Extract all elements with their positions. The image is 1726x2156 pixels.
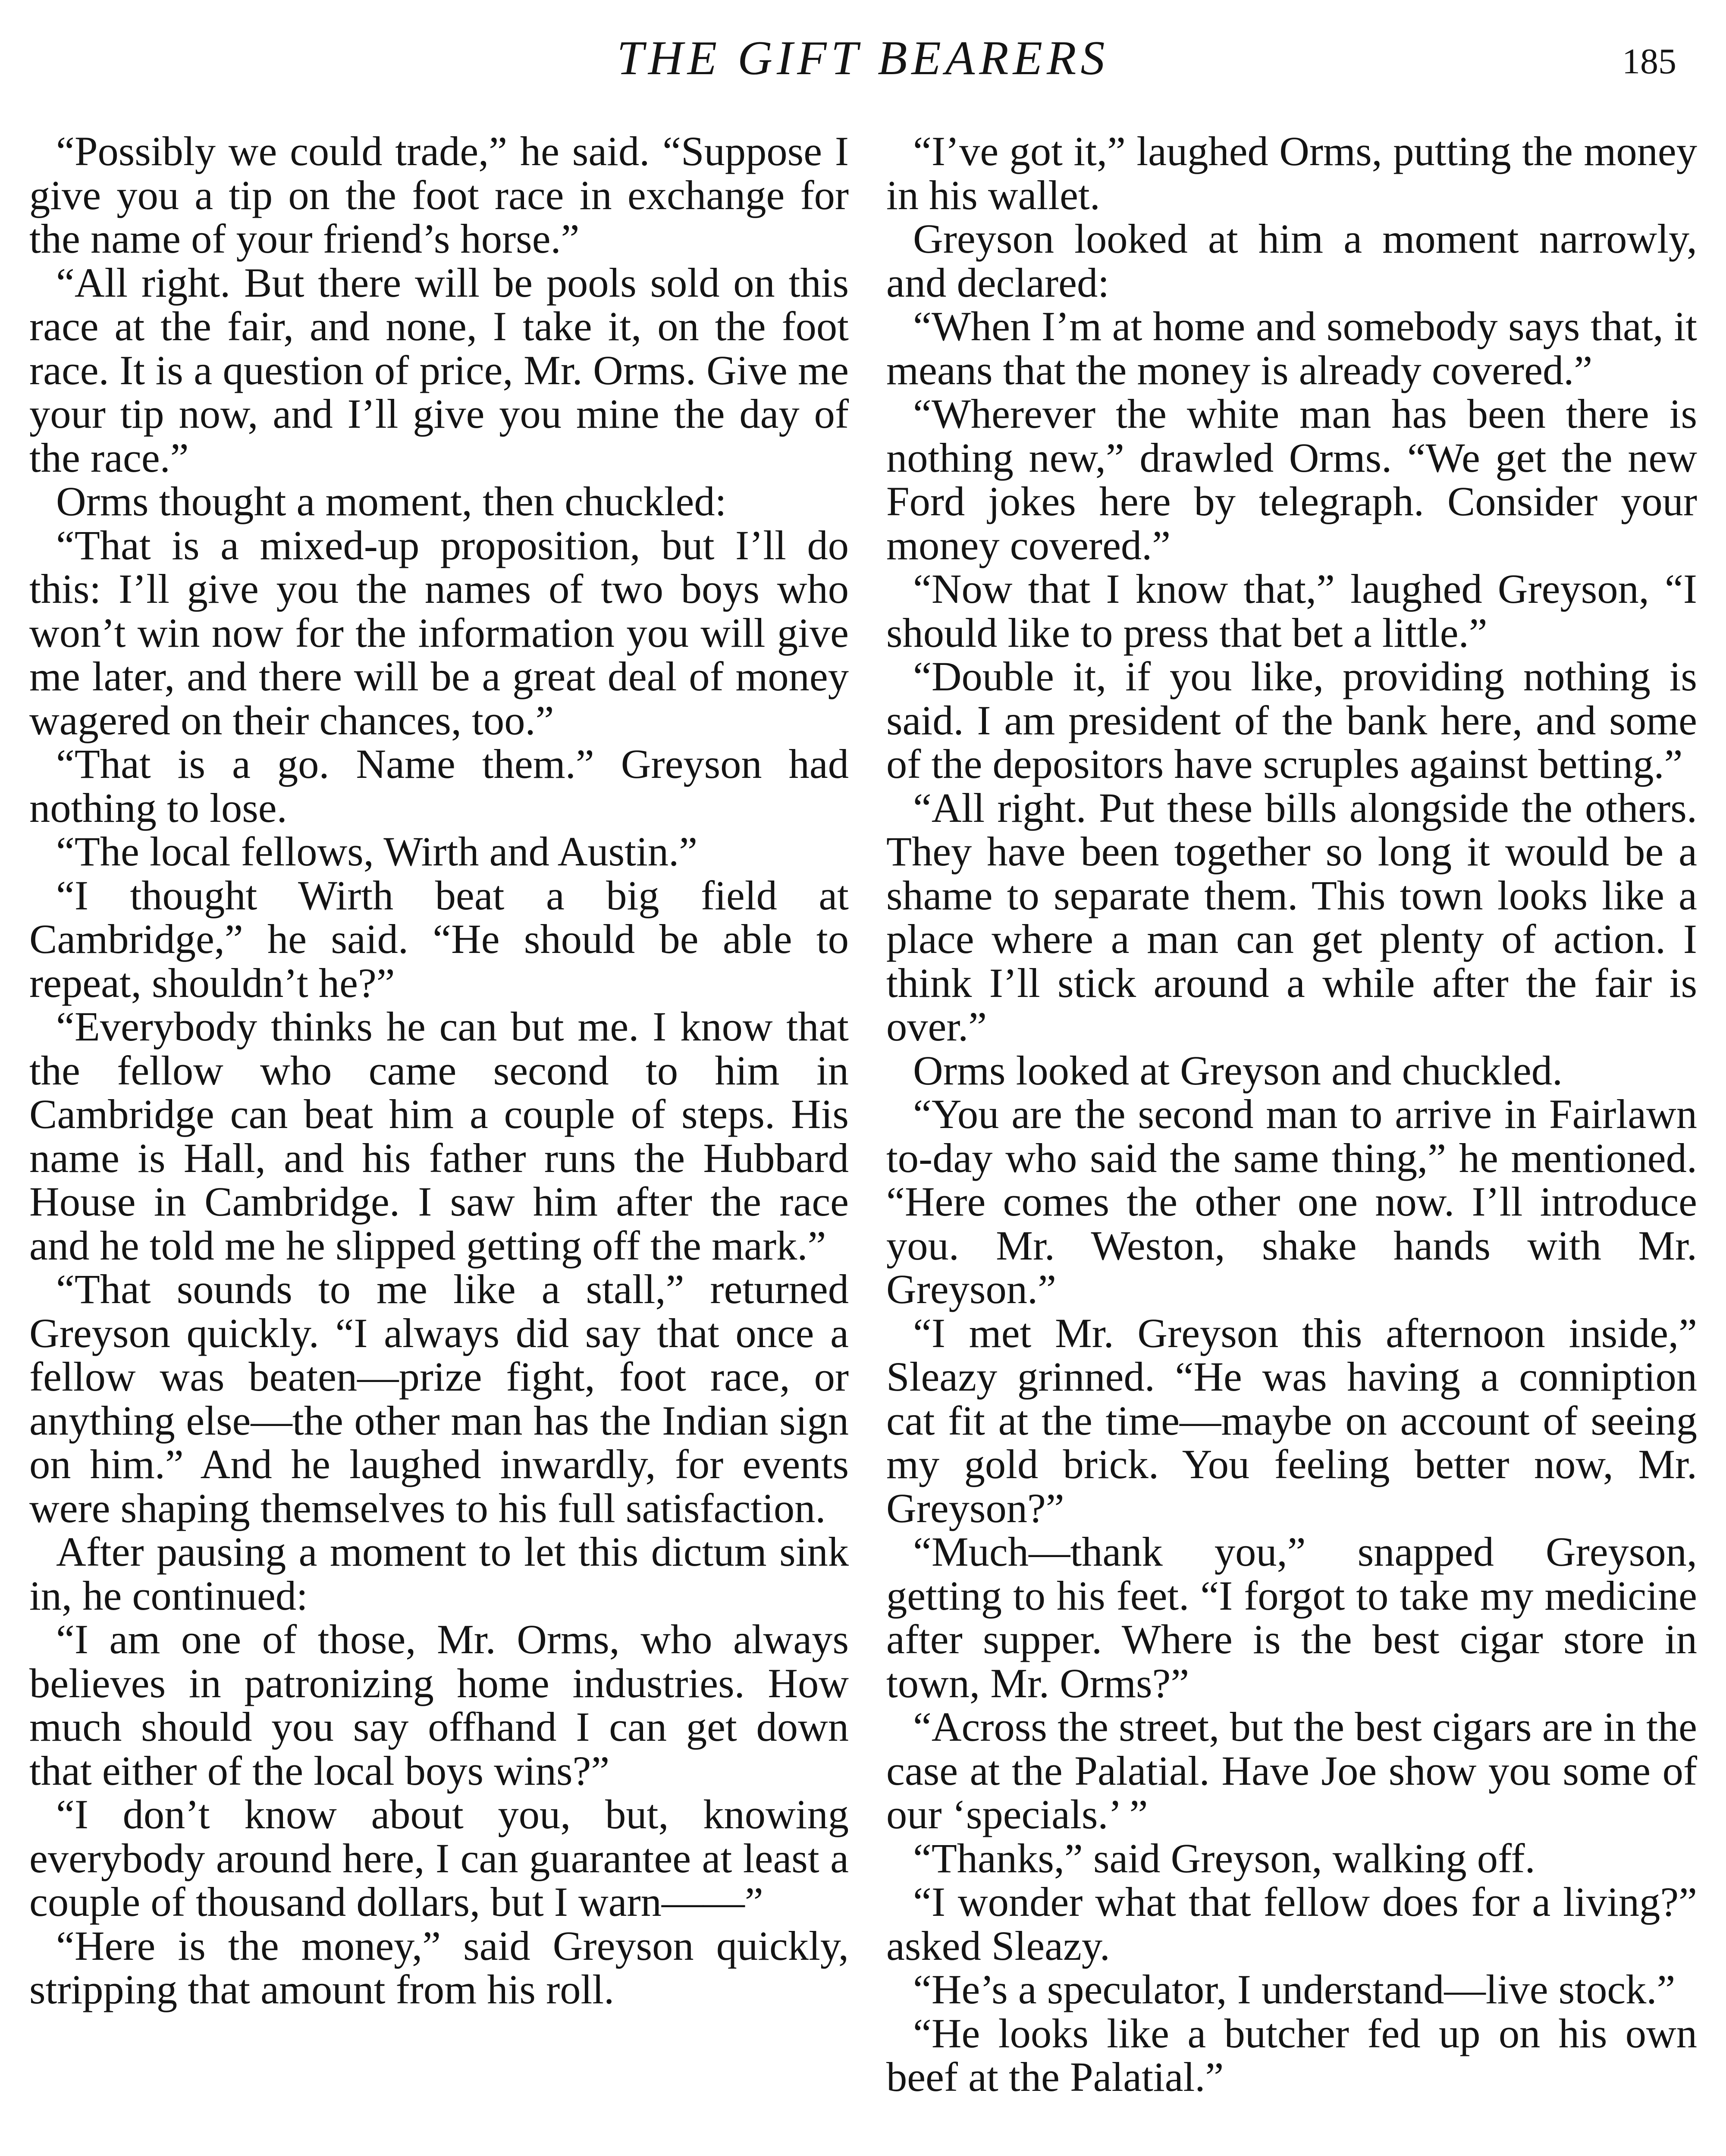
paragraph: Greyson looked at him a moment narrowly, and declared: xyxy=(886,216,1697,306)
paragraph: “That is a mixed-up proposition, but I’ll do this: I’ll give you the names of two boys who won’t win now for the information you will give me later, and there will be a great deal of money wagered on their chances, too.” xyxy=(29,522,849,743)
left-column xyxy=(29,129,849,2012)
paragraph: Orms looked at Greyson and chuckled. xyxy=(913,1047,1563,1094)
paragraph: “I wonder what that fellow does for a living?” asked Sleazy. xyxy=(886,1879,1697,1969)
paragraph: “The local fellows, Wirth and Austin.” xyxy=(56,828,698,874)
paragraph: “He’s a speculator, I understand—live stock.” xyxy=(913,1966,1676,2012)
paragraph: “All right. But there will be pools sold on this race at the fair, and none, I take it, on the foot race. It is a question of price, Mr. Orms. Give me your tip now, and I’ll give you mine the day of the race.” xyxy=(29,259,849,481)
paragraph: “Much—thank you,” snapped Greyson, getting to his feet. “I forgot to take my medicine after supper. Where is the best cigar store in town, Mr. Orms?” xyxy=(886,1529,1697,1706)
running-head xyxy=(0,26,1726,91)
running-title: THE GIFT BEARERS xyxy=(617,31,1109,85)
paragraph: “Double it, if you like, providing nothing is said. I am president of the bank here, and some of the depositors have scruples against betting.” xyxy=(886,653,1697,787)
paragraph: “Now that I know that,” laughed Greyson, “I should like to press that bet a little.” xyxy=(886,566,1697,656)
paragraph: “Everybody thinks he can but me. I know that the fellow who came second to him in Cambridge can beat him a couple of steps. His name is Hall, and his father runs the Hubbard House in Cambridge. I saw him after the race and he told me he slipped getting off the mark.” xyxy=(29,1003,849,1269)
paragraph: “I am one of those, Mr. Orms, who always believes in patronizing home industries. How much should you say offhand I can get down that either of the local boys wins?” xyxy=(29,1616,849,1794)
paragraph: Orms thought a moment, then chuckled: xyxy=(56,478,727,524)
right-column xyxy=(886,129,1697,2099)
paragraph: “All right. Put these bills alongside the others. They have been together so long it would be a shame to separate them. This town looks like a place where a man can get plenty of action. I think I’ll stick around a while after the fair is over.” xyxy=(886,784,1697,1050)
paragraph: “Thanks,” said Greyson, walking off. xyxy=(913,1835,1535,1881)
paragraph: “Across the street, but the best cigars are in the case at the Palatial. Have Joe show you some of our ‘specials.’ ” xyxy=(886,1704,1697,1837)
page-number: 185 xyxy=(1622,41,1676,81)
paragraph: “I don’t know about you, but, knowing everybody around here, I can guarantee at least a couple of thousand dollars, but I warn——” xyxy=(29,1791,849,1925)
paragraph: “That sounds to me like a stall,” returned Greyson quickly. “I always did say that once a fellow was beaten—prize fight, foot race, or anything else—the other man has the Indian sign on him.” And he laughed inwardly, for events were shaping themselves to his full satisfaction. xyxy=(29,1266,849,1531)
paragraph: “You are the second man to arrive in Fairlawn to-day who said the same thing,” he mentioned. “Here comes the other one now. I’ll introduce you. Mr. Weston, shake hands with Mr. Greyson.” xyxy=(886,1091,1697,1312)
paragraph: “That is a go. Name them.” Greyson had nothing to lose. xyxy=(29,741,849,831)
paragraph: “He looks like a butcher fed up on his own beef at the Palatial.” xyxy=(886,2010,1697,2100)
paragraph: “I’ve got it,” laughed Orms, putting the money in his wallet. xyxy=(886,128,1697,218)
paragraph: “I thought Wirth beat a big field at Cambridge,” he said. “He should be able to repeat, shouldn’t he?” xyxy=(29,872,849,1006)
paragraph: “Wherever the white man has been there is nothing new,” drawled Orms. “We get the new Ford jokes here by telegraph. Consider your money covered.” xyxy=(886,391,1697,568)
paragraph: “I met Mr. Greyson this afternoon inside,” Sleazy grinned. “He was having a conniption cat fit at the time—maybe on account of seeing my gold brick. You feeling better now, Mr. Greyson?” xyxy=(886,1310,1697,1531)
paragraph: “Possibly we could trade,” he said. “Suppose I give you a tip on the foot race in exchange for the name of your friend’s horse.” xyxy=(29,128,849,262)
paragraph: “When I’m at home and somebody says that, it means that the money is already covered.” xyxy=(886,303,1697,393)
paragraph: “Here is the money,” said Greyson quickly, stripping that amount from his roll. xyxy=(29,1922,849,2012)
paragraph: After pausing a moment to let this dictum sink in, he continued: xyxy=(29,1529,849,1619)
